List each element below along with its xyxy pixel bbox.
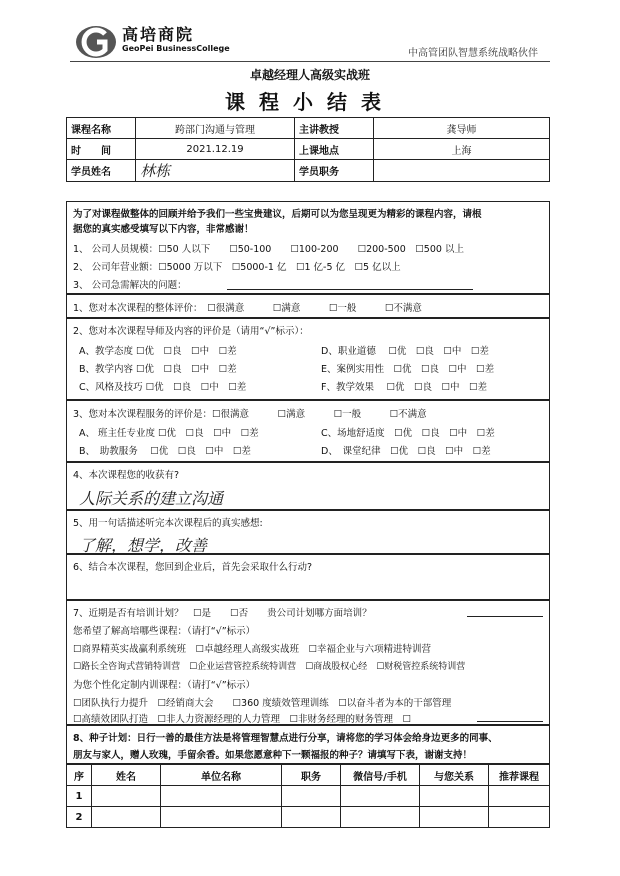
service-row-b[interactable]: B、 助教服务 ☐优 ☐良 ☐中 ☐差 xyxy=(79,446,251,457)
revenue-question[interactable]: 2、 公司年营业额：☐5000 万以下 ☐5000-1 亿 ☐1 亿-5 亿 ☐5 亿以上 xyxy=(73,262,401,273)
overall-question[interactable]: 1、您对本次课程的整体评价： ☐很满意 ☐满意 ☐一般 ☐不满意 xyxy=(73,303,422,314)
training-plan-question[interactable]: 7、近期是否有培训计划？ ☐是 ☐否 贵公司计划哪方面培训？ xyxy=(73,608,372,619)
service-question[interactable]: 3、您对本次课程服务的评价是：☐很满意 ☐满意 ☐一般 ☐不满意 xyxy=(73,409,427,420)
teacher-row-b[interactable]: B、教学内容 ☐优 ☐良 ☐中 ☐差 xyxy=(79,364,237,375)
ref-row-index: 2 xyxy=(67,807,92,828)
ref-col-company: 单位名称 xyxy=(161,765,282,786)
ref-col-course: 推荐课程 xyxy=(489,765,550,786)
ref-cell[interactable] xyxy=(489,786,550,807)
seed-plan-section xyxy=(66,725,550,764)
course-options-2[interactable]: ☐路长全咨询式营销特训营 ☐企业运营管控系统特训营 ☐商战股权心经 ☐财税管控系统特训营 xyxy=(73,662,466,672)
training-plan-answer-line[interactable] xyxy=(467,616,543,617)
ref-cell[interactable] xyxy=(341,786,420,807)
ref-cell[interactable] xyxy=(341,807,420,828)
teacher-row-c[interactable]: C、风格及技巧 ☐优 ☐良 ☐中 ☐差 xyxy=(79,382,247,393)
service-section xyxy=(66,400,550,462)
ref-col-name: 姓名 xyxy=(92,765,161,786)
ref-cell[interactable] xyxy=(161,807,282,828)
gain-question: 4、本次课程您的收获有? xyxy=(73,470,180,481)
college-logo-icon xyxy=(75,24,117,60)
ref-cell[interactable] xyxy=(161,786,282,807)
time-label: 时 间 xyxy=(67,139,136,160)
header-rule xyxy=(70,61,550,62)
tagline: 中高管团队智慧系统战略伙伴 xyxy=(408,48,538,59)
ref-cell[interactable] xyxy=(92,786,161,807)
time-value[interactable]: 2021.12.19 xyxy=(136,139,295,160)
intro-section xyxy=(66,201,550,294)
table-row xyxy=(67,807,550,828)
place-label: 上课地点 xyxy=(295,139,374,160)
ref-row-index: 1 xyxy=(67,786,92,807)
teacher-question: 2、您对本次课程导师及内容的评价是（请用“√”标示）： xyxy=(73,326,309,337)
ref-cell[interactable] xyxy=(489,807,550,828)
seed-line-1: 8、种子计划：日行一善的最佳方法是将管理智慧点进行分享，请将您的学习体会给身边更多的同事、 xyxy=(73,733,498,744)
teacher-row-e[interactable]: E、案例实用性 ☐优 ☐良 ☐中 ☐差 xyxy=(321,364,495,375)
position-value[interactable] xyxy=(374,160,550,182)
gain-section xyxy=(66,462,550,510)
ref-cell[interactable] xyxy=(420,807,489,828)
action-section xyxy=(66,554,550,600)
course-options-1[interactable]: ☐商界精英实战赢利系统班 ☐卓越经理人高级实战班 ☐幸福企业与六项精进特训营 xyxy=(73,644,432,655)
course-wish-label: 您希望了解高培哪些课程：（请打“√”标示） xyxy=(73,626,256,637)
course-value[interactable]: 跨部门沟通与管理 xyxy=(136,118,295,139)
teacher-section xyxy=(66,318,550,400)
referral-table xyxy=(66,764,550,828)
form-subtitle: 卓越经理人高级实战班 xyxy=(249,68,370,82)
instructor-value[interactable]: 龚导师 xyxy=(374,118,550,139)
ref-col-contact: 微信号/手机 xyxy=(341,765,420,786)
brand-cn: 高培商院 xyxy=(122,25,195,44)
intro-line-2: 据您的真实感受填写以下内容，非常感谢！ xyxy=(73,224,254,235)
custom-options-2[interactable]: ☐高绩效团队打造 ☐非人力资源经理的人力管理 ☐非财务经理的财务管理 ☐ xyxy=(73,714,412,725)
position-label: 学员职务 xyxy=(295,160,374,182)
feeling-section xyxy=(66,510,550,554)
instructor-label: 主讲教授 xyxy=(295,118,374,139)
ref-cell[interactable] xyxy=(282,786,341,807)
seed-line-2: 朋友与家人，赠人玫瑰，手留余香。如果您愿意种下一颗福报的种子？请填写下表，谢谢支持！ xyxy=(73,750,473,761)
custom-course-label: 为您个性化定制内训课程：（请打“√”标示） xyxy=(73,680,256,691)
custom-other-line[interactable] xyxy=(477,721,543,722)
ref-col-index: 序 xyxy=(67,765,92,786)
student-value[interactable]: 林栋 xyxy=(136,160,295,182)
course-label: 课程名称 xyxy=(67,118,136,139)
action-question: 6、结合本次课程，您回到企业后，首先会采取什么行动? xyxy=(73,562,313,573)
feeling-question: 5、用一句话描述听完本次课程后的真实感想: xyxy=(73,518,263,529)
overall-section xyxy=(66,294,550,318)
training-plan-section xyxy=(66,600,550,725)
intro-line-1: 为了对课程做整体的回顾并给予我们一些宝贵建议，后期可以为您呈现更为精彩的课程内容，请根 xyxy=(73,209,482,220)
place-value[interactable]: 上海 xyxy=(374,139,550,160)
custom-options-1[interactable]: ☐团队执行力提升 ☐经销商大会 ☐360 度绩效管理训练 ☐以奋斗者为本的干部管理 xyxy=(73,698,452,709)
ref-cell[interactable] xyxy=(282,807,341,828)
ref-col-title: 职务 xyxy=(282,765,341,786)
teacher-row-f[interactable]: F、教学效果 ☐优 ☐良 ☐中 ☐差 xyxy=(321,382,488,393)
teacher-row-d[interactable]: D、职业道德 ☐优 ☐良 ☐中 ☐差 xyxy=(321,346,489,357)
referral-header-row xyxy=(67,765,550,786)
service-row-a[interactable]: A、 班主任专业度 ☐优 ☐良 ☐中 ☐差 xyxy=(79,428,259,439)
brand-en: GeoPei BusinessCollege xyxy=(122,44,230,53)
gain-answer[interactable]: 人际关系的建立沟通 xyxy=(79,489,224,508)
problem-answer-line[interactable] xyxy=(227,289,473,290)
form-title: 课程小结表 xyxy=(225,90,395,114)
problem-question: 3、 公司急需解决的问题： xyxy=(73,280,187,291)
feeling-answer[interactable]: 了解，想学，改善 xyxy=(79,536,208,555)
table-row xyxy=(67,786,550,807)
service-row-c[interactable]: C、场地舒适度 ☐优 ☐良 ☐中 ☐差 xyxy=(321,428,495,439)
teacher-row-a[interactable]: A、教学态度 ☐优 ☐良 ☐中 ☐差 xyxy=(79,346,237,357)
course-info-table xyxy=(66,117,550,182)
ref-cell[interactable] xyxy=(92,807,161,828)
student-label: 学员姓名 xyxy=(67,160,136,182)
ref-col-relation: 与您关系 xyxy=(420,765,489,786)
company-size-question[interactable]: 1、 公司人员规模：☐50 人以下 ☐50-100 ☐100-200 ☐200-500 ☐500 以上 xyxy=(73,244,464,255)
service-row-d[interactable]: D、 课堂纪律 ☐优 ☐良 ☐中 ☐差 xyxy=(321,446,491,457)
ref-cell[interactable] xyxy=(420,786,489,807)
